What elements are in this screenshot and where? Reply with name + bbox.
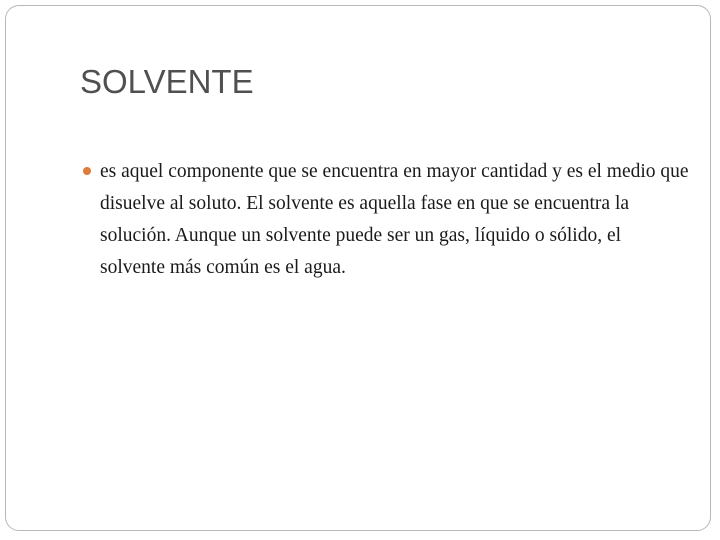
bullet-dot-icon — [83, 167, 91, 175]
slide-title: SOLVENTE — [80, 63, 254, 100]
list-item — [80, 156, 690, 284]
bullet-text: es aquel componente que se encuentra en mayor cantidad y es el medio que disuelve al soluto. El solvente es aquella fase en que se encuentra la solución. Aunque un solvente puede ser un gas, líquido o sólido, el solvente más común es el agua. — [100, 161, 689, 278]
bullet-list — [80, 156, 690, 284]
